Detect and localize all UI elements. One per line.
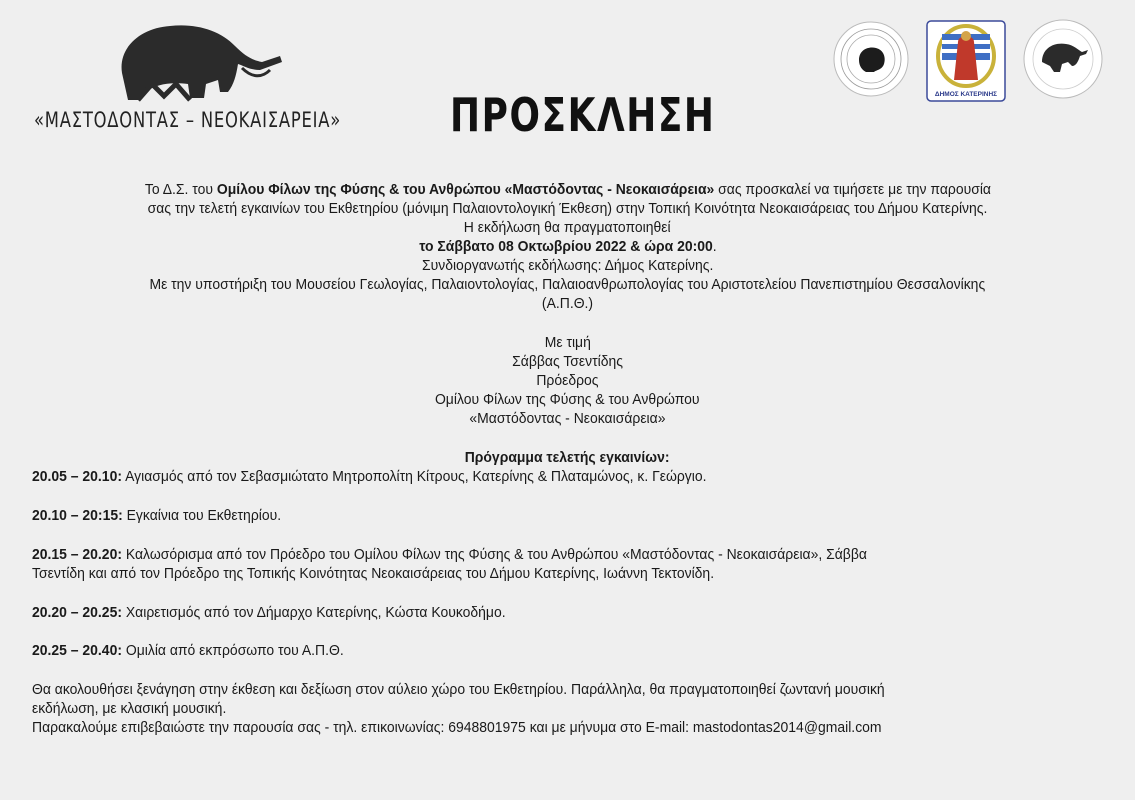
event-date: το Σάββατο 08 Οκτωβρίου 2022 & ώρα 20:00 xyxy=(418,238,713,255)
footer-line-1: Θα ακολουθήσει ξενάγηση στην έκθεση και δεξίωση στον αύλειο χώρο του Εκθετηρίου. Παράλληλα, θα πραγματοποιηθεί ζωντανή μουσική xyxy=(32,681,885,698)
intro-text: σας προσκαλεί να τιμήσετε με την παρουσία xyxy=(713,181,991,198)
program-time: 20.10 – 20:15: xyxy=(32,507,123,524)
phone-number[interactable]: 6948801975 xyxy=(448,719,526,736)
signature-name: Σάββας Τσεντίδης xyxy=(512,353,623,370)
program-item xyxy=(32,545,1112,564)
program-time: 20.05 – 20.10: xyxy=(32,468,122,485)
support-abbrev: (Α.Π.Θ.) xyxy=(541,295,594,312)
svg-text:ΔΗΜΟΣ ΚΑΤΕΡΙΝΗΣ: ΔΗΜΟΣ ΚΑΤΕΡΙΝΗΣ xyxy=(934,91,998,98)
intro-line-2: σας την τελετή εγκαινίων του Εκθετηρίου (μόνιμη Παλαιοντολογική Έκθεση) στην Τοπική Κοινότητα Νεοκαισάρειας του Δήμου Κατερίνης. xyxy=(147,200,988,217)
co-organizer: Συνδιοργανωτής εκδήλωσης: Δήμος Κατερίνης. xyxy=(421,257,714,274)
program-text: Χαιρετισμός από τον Δήμαρχο Κατερίνης, Κώστα Κουκοδήμο. xyxy=(121,604,506,621)
program-text: Καλωσόρισμα από τον Πρόεδρο του Ομίλου Φίλων της Φύσης & του Ανθρώπου «Μαστόδοντας - Νεοκαισάρεια», Σάββα xyxy=(121,546,867,563)
footer-line-2: εκδήλωση, με κλασική μουσική. xyxy=(32,700,227,717)
intro-line-3: Η εκδήλωση θα πραγματοποιηθεί xyxy=(464,219,671,236)
intro-text: Το Δ.Σ. του xyxy=(144,181,217,198)
program-item xyxy=(32,641,1112,660)
program-time: 20.25 – 20.40: xyxy=(32,642,122,659)
dimos-katerinis-emblem-icon xyxy=(926,20,1006,102)
signature-role: Πρόεδρος xyxy=(536,372,599,389)
org-logo-text: «ΜΑΣΤΟΔΟΝΤΑΣ – ΝΕΟΚΑΙΣΑΡΕΙΑ» xyxy=(34,108,342,132)
program-text: Αγιασμός από τον Σεβασμιώτατο Μητροπολίτη Κίτρους, Κατερίνης & Πλαταμώνος, κ. Γεώργιο. xyxy=(121,468,707,485)
museum-seal-icon xyxy=(832,20,910,98)
program-item xyxy=(32,467,1112,486)
program-time: 20.20 – 20.25: xyxy=(32,604,122,621)
signature-org-name: «Μαστόδοντας - Νεοκαισάρεια» xyxy=(469,410,666,427)
signature-closing: Με τιμή xyxy=(544,334,591,351)
org-name-bold: Ομίλου Φίλων της Φύσης & του Ανθρώπου «Μαστόδοντας - Νεοκαισάρεια» xyxy=(216,181,714,198)
page-title: ΠΡΟΣΚΛΗΣΗ xyxy=(450,88,716,142)
program-heading: Πρόγραμμα τελετής εγκαινίων: xyxy=(465,449,670,466)
program-text: Ομιλία από εκπρόσωπο του Α.Π.Θ. xyxy=(121,642,344,659)
support-line: Με την υποστήριξη του Μουσείου Γεωλογίας, Παλαιοντολογίας, Παλαιοανθρωπολογίας του Αριστοτελείου Πανεπιστημίου Θεσσαλονίκης xyxy=(149,276,986,293)
period: . xyxy=(712,238,717,255)
program-item xyxy=(32,603,1112,622)
program-time: 20.15 – 20.20: xyxy=(32,546,122,563)
signature-org: Ομίλου Φίλων της Φύσης & του Ανθρώπου xyxy=(435,391,700,408)
email-link[interactable]: mastodontas2014@gmail.com xyxy=(692,719,882,736)
mastodontas-seal-icon xyxy=(1022,18,1104,100)
program-item xyxy=(32,506,1112,525)
program-text-cont: Τσεντίδη και από τον Πρόεδρο της Τοπικής Κοινότητας Νεοκαισάρειας του Δήμου Κατερίνης, Ιωάννη Τεκτονίδη. xyxy=(32,565,715,582)
rsvp-text: και με μήνυμα στο E-mail: xyxy=(525,719,693,736)
rsvp-text: Παρακαλούμε επιβεβαιώστε την παρουσία σας - τηλ. επικοινωνίας: xyxy=(32,719,449,736)
program-text: Εγκαίνια του Εκθετηρίου. xyxy=(122,507,282,524)
intro-line-1 xyxy=(0,180,1135,199)
